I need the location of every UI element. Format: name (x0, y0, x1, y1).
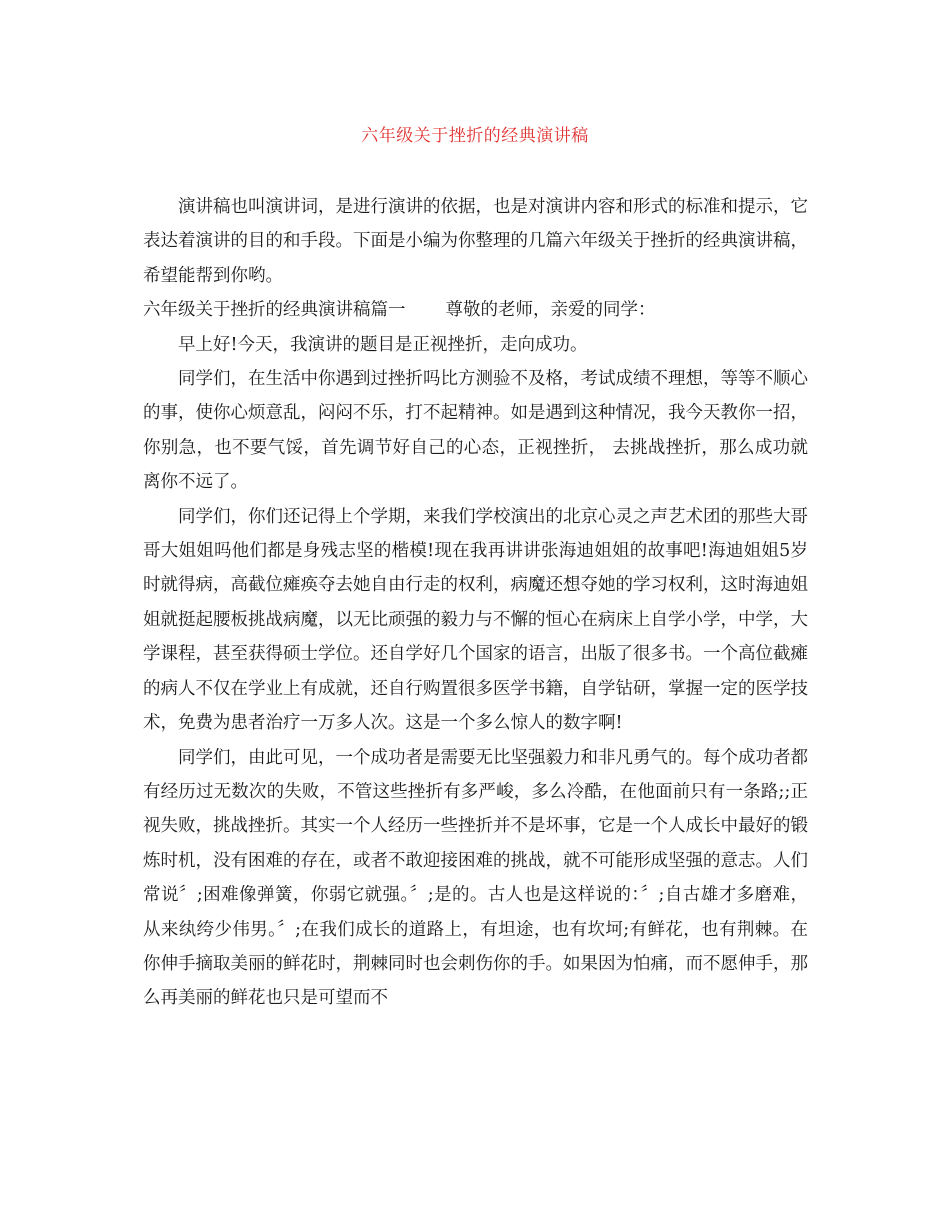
intro-paragraph: 演讲稿也叫演讲词，是进行演讲的依据，也是对演讲内容和形式的标准和提示，它表达着演讲的目的和手段。下面是小编为你整理的几篇六年级关于挫折的经典演讲稿，希望能帮到你哟。 (143, 197, 808, 286)
body-paragraph: 同学们，你们还记得上个学期，来我们学校演出的北京心灵之声艺术团的那些大哥哥大姐姐吗他们都是身残志坚的楷模!现在我再讲讲张海迪姐姐的故事吧!海迪姐姐5岁时就得病，高截位瘫痪夺去她自由行走的权利，病魔还想夺她的学习权利，这时海迪姐姐就挺起腰板挑战病魔，以无比顽强的毅力与不懈的恒心在病床上自学小学，中学，大学课程，甚至获得硕士学位。还自学好几个国家的语言，出版了很多书。一个高位截瘫的病人不仅在学业上有成就，还自行购置很多医学书籍，自学钻研，掌握一定的医学技术，免费为患者治疗一万多人次。这是一个多么惊人的数字啊! (143, 506, 808, 734)
document-body (143, 190, 808, 1016)
greeting-paragraph: 早上好!今天，我演讲的题目是正视挫折，走向成功。 (178, 334, 588, 355)
salutation: 尊敬的老师，亲爱的同学： (445, 300, 656, 321)
body-paragraph: 同学们，在生活中你遇到过挫折吗比方测验不及格，考试成绩不理想，等等不顺心的事，使你心烦意乱，闷闷不乐，打不起精神。如是遇到这种情况，我今天教你一招，你别急，也不要气馁，首先调节好自己的心态，正视挫折， 去挑战挫折，那么成功就离你不远了。 (143, 369, 808, 493)
section-heading-line (143, 293, 808, 327)
section-heading: 六年级关于挫折的经典演讲稿篇一 (143, 300, 406, 321)
document-title: 六年级关于挫折的经典演讲稿 (361, 126, 589, 146)
body-paragraph: 同学们，由此可见，一个成功者是需要无比坚强毅力和非凡勇气的。每个成功者都有经历过无数次的失败，不管这些挫折有多严峻，多么冷酷，在他面前只有一条路;;正视失败，挑战挫折。其实一个人经历一些挫折并不是坏事，它是一个人成长中最好的锻炼时机，没有困难的存在，或者不敢迎接困难的挑战，就不可能形成坚强的意志。人们常说〞;困难像弹簧，你弱它就强。〞;是的。古人也是这样说的：〞;自古雄才多磨难，从来纨绔少伟男。〞;在我们成长的道路上，有坦途，也有坎坷;有鲜花，也有荆棘。在你伸手摘取美丽的鲜花时，荆棘同时也会刺伤你的手。如果因为怕痛，而不愿伸手，那么再美丽的鲜花也只是可望而不 (143, 747, 808, 1009)
